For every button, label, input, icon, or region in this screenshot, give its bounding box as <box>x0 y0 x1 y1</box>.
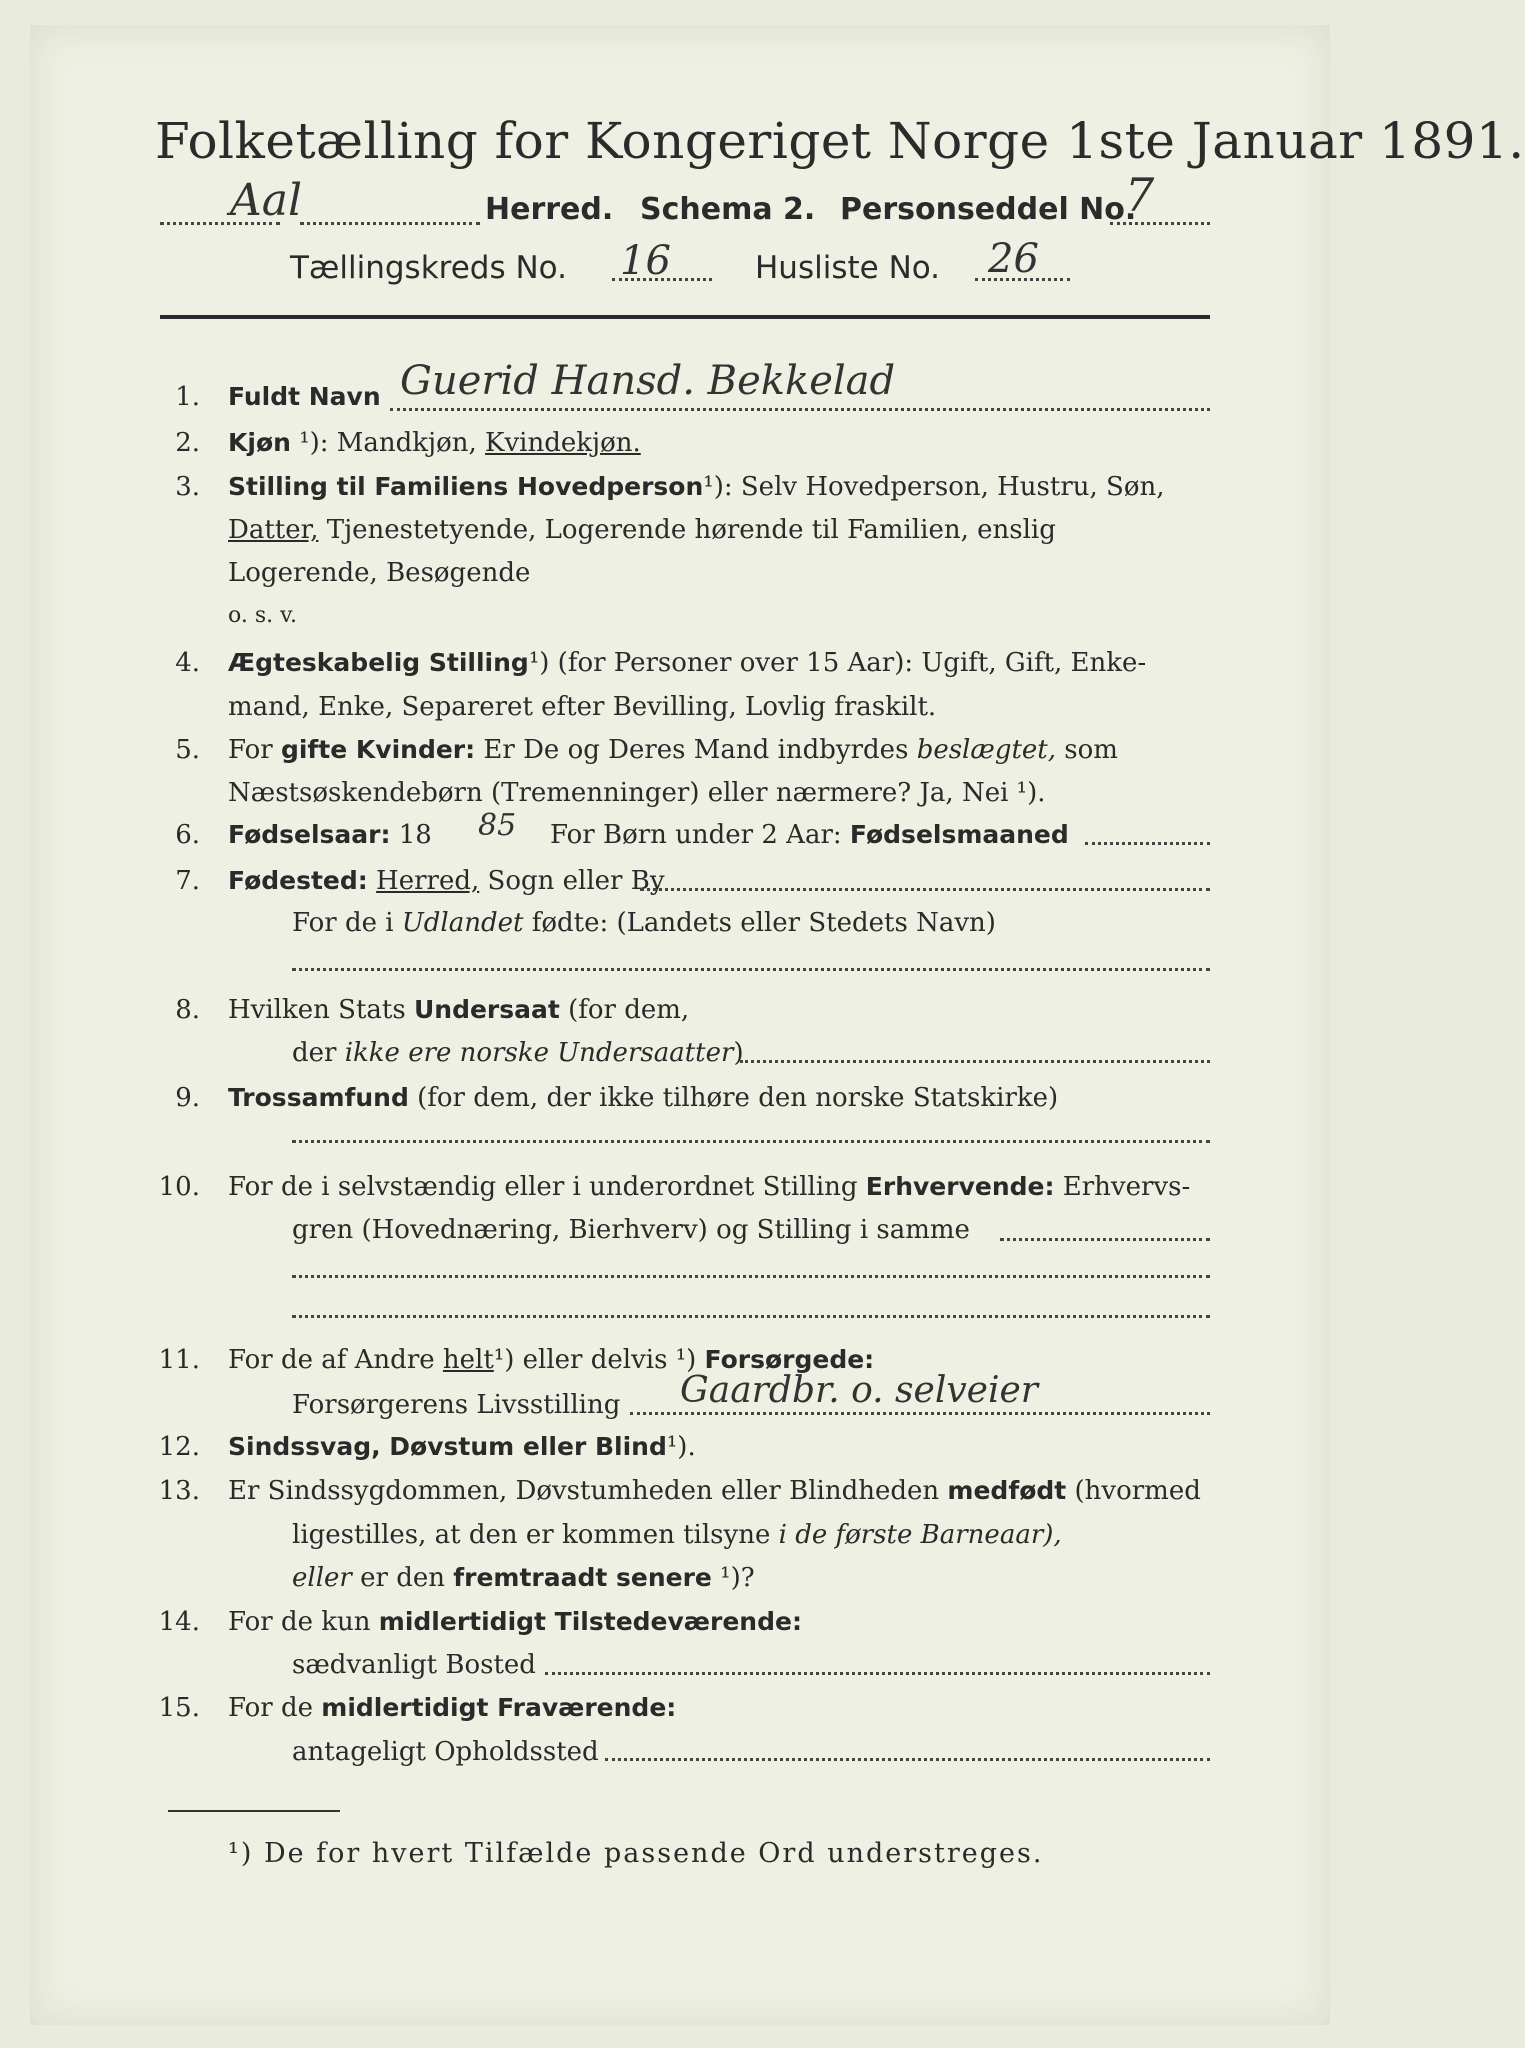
kreds-value: 16 <box>620 238 671 284</box>
q13-line3 <box>292 1563 755 1593</box>
paper-sheet <box>30 25 1525 2025</box>
kreds-label: Tællingskreds No. <box>290 250 567 286</box>
husliste-label: Husliste No. <box>755 250 941 286</box>
q15-number: 15. <box>158 1693 200 1723</box>
q7-line2 <box>292 908 996 938</box>
q5-italic: beslægtet, <box>916 735 1057 765</box>
q10-text2: Erhvervs- <box>1062 1172 1191 1202</box>
q9-text: (for dem, der ikke tilhøre den norske Statskirke) <box>417 1083 1059 1113</box>
q7-options: Sogn eller By <box>487 866 665 896</box>
q13-text2: (hvormed <box>1074 1476 1201 1506</box>
q11-livsstilling-value: Gaardbr. o. selveier <box>680 1370 1039 1411</box>
q3-line1 <box>228 472 1165 502</box>
q5-question: Er De og Deres Mand indbyrdes <box>483 735 909 765</box>
q8-line2: der ikke ere norske Undersaatter) <box>292 1038 744 1068</box>
personseddel-value: 7 <box>1125 168 1155 222</box>
q7-selected-option: Herred, <box>376 866 480 896</box>
q10-text: For de i selvstændig eller i underordnet Stilling <box>228 1172 858 1202</box>
q3-label: Stilling til Familiens Hovedperson <box>228 472 704 501</box>
q3-line2 <box>228 515 1056 545</box>
footnote-rule <box>168 1810 340 1812</box>
q10-line2: gren (Hovednæring, Bierhverv) og Stilling i samme <box>292 1215 970 1245</box>
q8-label: Undersaat <box>413 995 560 1024</box>
kreds-dotted-line <box>612 278 712 281</box>
q8-text2: (for dem, <box>568 995 690 1025</box>
q15-dotted-line <box>605 1758 1210 1761</box>
q7-line1 <box>228 866 665 896</box>
q6-text: For Børn under 2 Aar: <box>550 820 842 850</box>
q14-number: 14. <box>158 1607 200 1637</box>
q6-number: 6. <box>175 820 200 850</box>
q9-label: Trossamfund <box>228 1083 409 1112</box>
q10-label: Erhvervende: <box>865 1172 1055 1201</box>
q7-for: For de i <box>292 908 394 938</box>
q5-line2: Næstsøskendebørn (Tremenninger) eller nærmere? Ja, Nei ¹). <box>228 778 1046 808</box>
personseddel-dotted-line <box>1110 222 1210 225</box>
q12-sup: ¹). <box>666 1432 696 1462</box>
q11-line2: Forsørgerens Livsstilling <box>292 1390 621 1420</box>
q11-selected-option: helt <box>442 1345 494 1375</box>
q8-italic: ikke ere norske Undersaatter <box>344 1038 734 1068</box>
q10-dotted-line-2 <box>292 1275 1210 1278</box>
q4-line1 <box>228 648 1146 678</box>
herred-label: Herred. <box>485 192 614 227</box>
q3-osv: o. s. v. <box>228 603 297 628</box>
q6-label: Fødselsaar: <box>228 820 391 849</box>
q13-eller: eller <box>292 1563 352 1593</box>
q6-line <box>228 820 432 850</box>
q10-line1 <box>228 1172 1190 1202</box>
q5-for: For <box>228 735 273 765</box>
q2-selected-option: Kvindekjøn. <box>485 428 641 458</box>
q2-text <box>228 428 641 458</box>
q7-rest: fødte: (Landets eller Stedets Navn) <box>531 908 996 938</box>
q3-options-1: Selv Hovedperson, Hustru, Søn, <box>740 472 1165 502</box>
q7-number: 7. <box>175 866 200 896</box>
personseddel-label: Personseddel No. <box>840 192 1137 227</box>
q5-som: som <box>1064 735 1118 765</box>
q11-label: Forsørgede: <box>704 1345 875 1374</box>
q6-birthyear-value: 85 <box>478 808 517 843</box>
herred-dotted-line-2 <box>300 222 480 225</box>
form-title: Folketælling for Kongeriget Norge 1ste Januar 1891. <box>155 112 1525 170</box>
q13-line1 <box>228 1476 1201 1506</box>
footnote: ¹) De for hvert Tilfælde passende Ord understreges. <box>228 1838 1044 1869</box>
q10-number: 10. <box>158 1172 200 1202</box>
q13-text: Er Sindssygdommen, Døvstumheden eller Blindheden <box>228 1476 940 1506</box>
q2-options: Mandkjøn, <box>336 428 477 458</box>
q15-line1 <box>228 1693 676 1723</box>
q1-name-value: Guerid Hansd. Bekkelad <box>400 358 896 404</box>
q2-number: 2. <box>175 428 200 458</box>
q13-line2-text: ligestilles, at den er kommen tilsyne <box>292 1520 771 1550</box>
q15-line2: antageligt Opholdssted <box>292 1737 599 1767</box>
q11-text2: ¹) eller delvis ¹) <box>493 1345 697 1375</box>
q9-dotted-line <box>292 1140 1210 1143</box>
q8-text: Hvilken Stats <box>228 995 406 1025</box>
q4-options-2: mand, Enke, Separeret efter Bevilling, Lovlig fraskilt. <box>228 692 937 722</box>
q1-dotted-line <box>390 408 1210 411</box>
q14-line2: sædvanligt Bosted <box>292 1650 536 1680</box>
q2-sup: ¹): <box>299 428 329 458</box>
q14-dotted-line <box>545 1672 1210 1675</box>
q8-number: 8. <box>175 995 200 1025</box>
q2-label: Kjøn <box>228 428 291 457</box>
husliste-dotted-line <box>975 278 1070 281</box>
header-rule <box>160 315 1210 319</box>
q13-sup: ¹)? <box>720 1563 755 1593</box>
q3-sup: ¹): <box>703 472 733 502</box>
q6-prefix: 18 <box>398 820 432 850</box>
q6-dotted-line <box>1085 842 1210 845</box>
q3-number: 3. <box>175 472 200 502</box>
q4-sup: ¹) <box>528 648 550 678</box>
q6-month-label: Fødselsmaaned <box>849 820 1069 849</box>
q13-number: 13. <box>158 1476 200 1506</box>
q9-number: 9. <box>175 1083 200 1113</box>
q8-line1 <box>228 995 689 1025</box>
q13-label: medfødt <box>947 1476 1067 1505</box>
q10-dotted-line-3 <box>292 1315 1210 1318</box>
q11-text: For de af Andre <box>228 1345 435 1375</box>
q3-options-2: Tjenestetyende, Logerende hørende til Familien, enslig <box>326 515 1056 545</box>
q9-line <box>228 1083 1058 1113</box>
q3-options-3: Logerende, Besøgende <box>228 558 531 588</box>
q14-line1 <box>228 1607 802 1637</box>
q4-number: 4. <box>175 648 200 678</box>
q13-line2-italic: i de første Barneaar), <box>778 1520 1062 1550</box>
q14-label: midlertidigt Tilstedeværende: <box>378 1607 802 1636</box>
q1-number: 1. <box>175 382 200 412</box>
q7-dotted-line <box>640 888 1210 891</box>
q7-italic: Udlandet <box>401 908 524 938</box>
q5-label: gifte Kvinder: <box>280 735 476 764</box>
q14-text: For de kun <box>228 1607 371 1637</box>
q4-label: Ægteskabelig Stilling <box>228 648 529 677</box>
q15-text: For de <box>228 1693 313 1723</box>
husliste-value: 26 <box>988 236 1039 282</box>
schema-label: Schema 2. <box>640 192 816 227</box>
q5-line1 <box>228 735 1118 765</box>
q13-bold: fremtraadt senere <box>453 1563 712 1592</box>
q12-line <box>228 1432 696 1462</box>
q8-dotted-line <box>740 1060 1210 1063</box>
q10-dotted-line <box>1000 1238 1210 1241</box>
q8-der: der <box>292 1038 337 1068</box>
q13-er-den: er den <box>360 1563 445 1593</box>
q13-line2 <box>292 1520 1062 1550</box>
q7-dotted-line-2 <box>292 968 1210 971</box>
q5-number: 5. <box>175 735 200 765</box>
q1-label: Fuldt Navn <box>228 382 381 411</box>
q4-options-1: (for Personer over 15 Aar): Ugift, Gift, Enke- <box>557 648 1147 678</box>
q12-number: 12. <box>158 1432 200 1462</box>
q6-right-text <box>550 820 1069 850</box>
q11-dotted-line <box>630 1412 1210 1415</box>
q11-number: 11. <box>158 1345 200 1375</box>
q7-label: Fødested: <box>228 866 368 895</box>
q3-selected-option: Datter, <box>228 515 319 545</box>
q12-label: Sindssvag, Døvstum eller Blind <box>228 1432 667 1461</box>
q15-label: midlertidigt Fraværende: <box>321 1693 677 1722</box>
herred-value: Aal <box>230 175 303 226</box>
